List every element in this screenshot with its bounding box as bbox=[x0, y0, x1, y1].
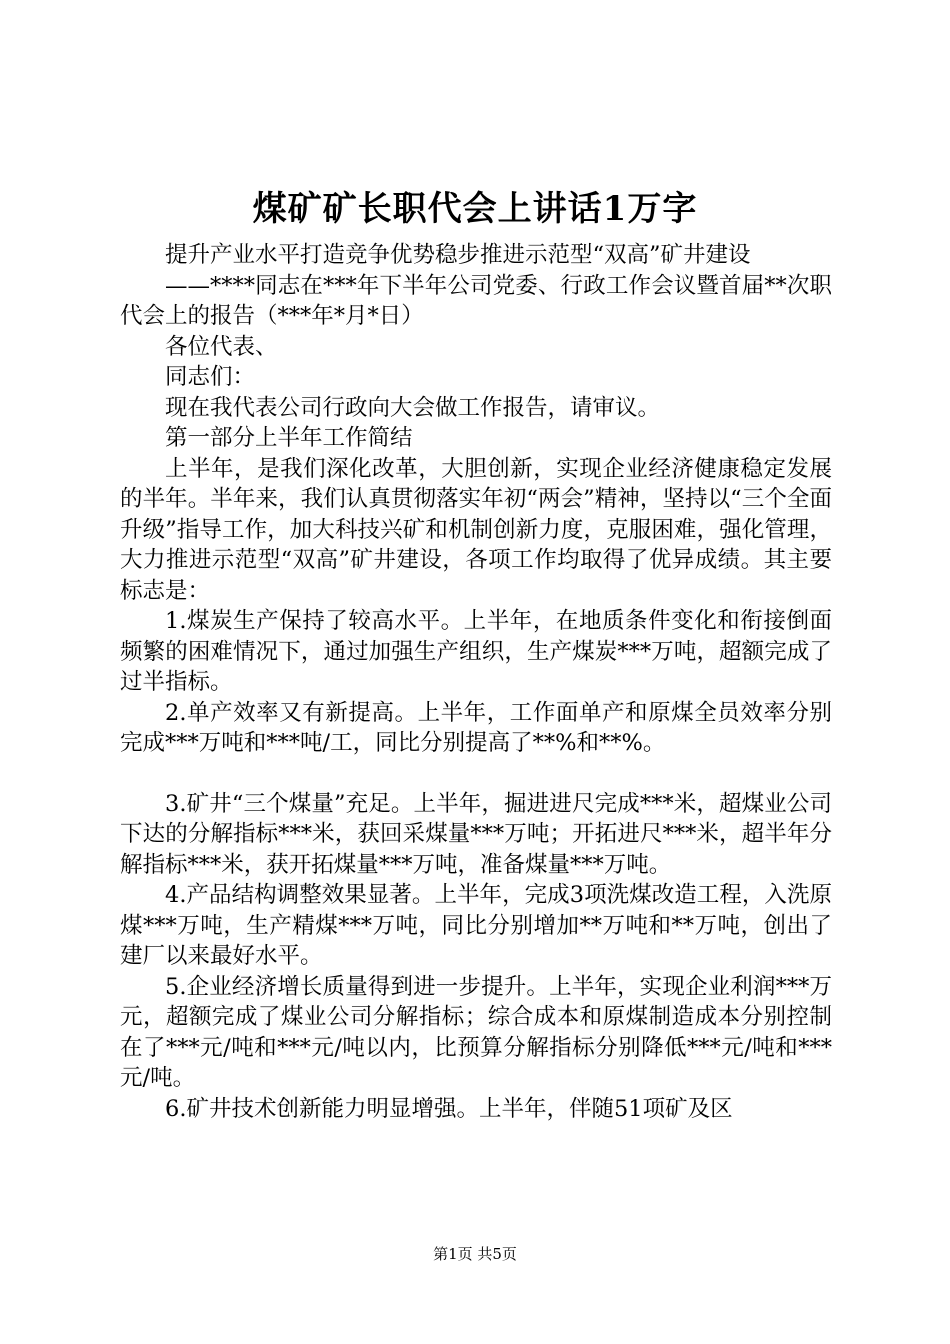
byline-paragraph: ——****同志在***年下半年公司党委、行政工作会议暨首届**次职代会上的报告（***年*月*日） bbox=[120, 272, 832, 329]
body-paragraph: 现在我代表公司行政向大会做工作报告，请审议。 bbox=[165, 394, 661, 421]
salutation-paragraph: 同志们： bbox=[165, 364, 256, 390]
list-item-paragraph: 4.产品结构调整效果显著。上半年，完成3项洗煤改造工程，入洗原煤***万吨，生产精煤***万吨，同比分别增加**万吨和**万吨，创出了建厂以来最好水平。 bbox=[120, 882, 832, 969]
list-item-paragraph: 1.煤炭生产保持了较高水平。上半年，在地质条件变化和衔接倒面频繁的困难情况下，通过加强生产组织，生产煤炭***万吨，超额完成了过半指标。 bbox=[120, 608, 832, 695]
document-title: 煤矿矿长职代会上讲话1万字 bbox=[252, 189, 698, 229]
document-body bbox=[120, 240, 832, 1124]
section-heading: 第一部分上半年工作简结 bbox=[165, 425, 413, 451]
list-item-paragraph: 2.单产效率又有新提高。上半年，工作面单产和原煤全员效率分别完成***万吨和***吨/工，同比分别提高了**%和**%。 bbox=[120, 699, 832, 756]
list-item-paragraph: 3.矿井“三个煤量”充足。上半年，掘进进尺完成***米，超煤业公司下达的分解指标***米，获回采煤量***万吨；开拓进尺***米，超半年分解指标***米，获开拓煤量***万吨，准备煤量***万吨。 bbox=[120, 790, 832, 878]
subtitle-paragraph: 提升产业水平打造竞争优势稳步推进示范型“双高”矿井建设 bbox=[165, 242, 751, 268]
list-item-paragraph: 5.企业经济增长质量得到进一步提升。上半年，实现企业利润***万元，超额完成了煤业公司分解指标；综合成本和原煤制造成本分别控制在了***元/吨和***元/吨以内，比预算分解指标分别降低***元/吨和***元/吨。 bbox=[120, 973, 832, 1091]
list-item-paragraph: 6.矿井技术创新能力明显增强。上半年，伴随51项矿及区 bbox=[165, 1095, 733, 1122]
salutation-paragraph: 各位代表、 bbox=[165, 333, 278, 360]
body-paragraph: 上半年，是我们深化改革，大胆创新，实现企业经济健康稳定发展的半年。半年来，我们认真贯彻落实年初“两会”精神，坚持以“三个全面升级”指导工作，加大科技兴矿和机制创新力度，克服困难，强化管理，大力推进示范型“双高”矿井建设，各项工作均取得了优异成绩。其主要标志是： bbox=[120, 455, 832, 604]
page-footer: 第1页 共5页 bbox=[433, 1245, 517, 1263]
